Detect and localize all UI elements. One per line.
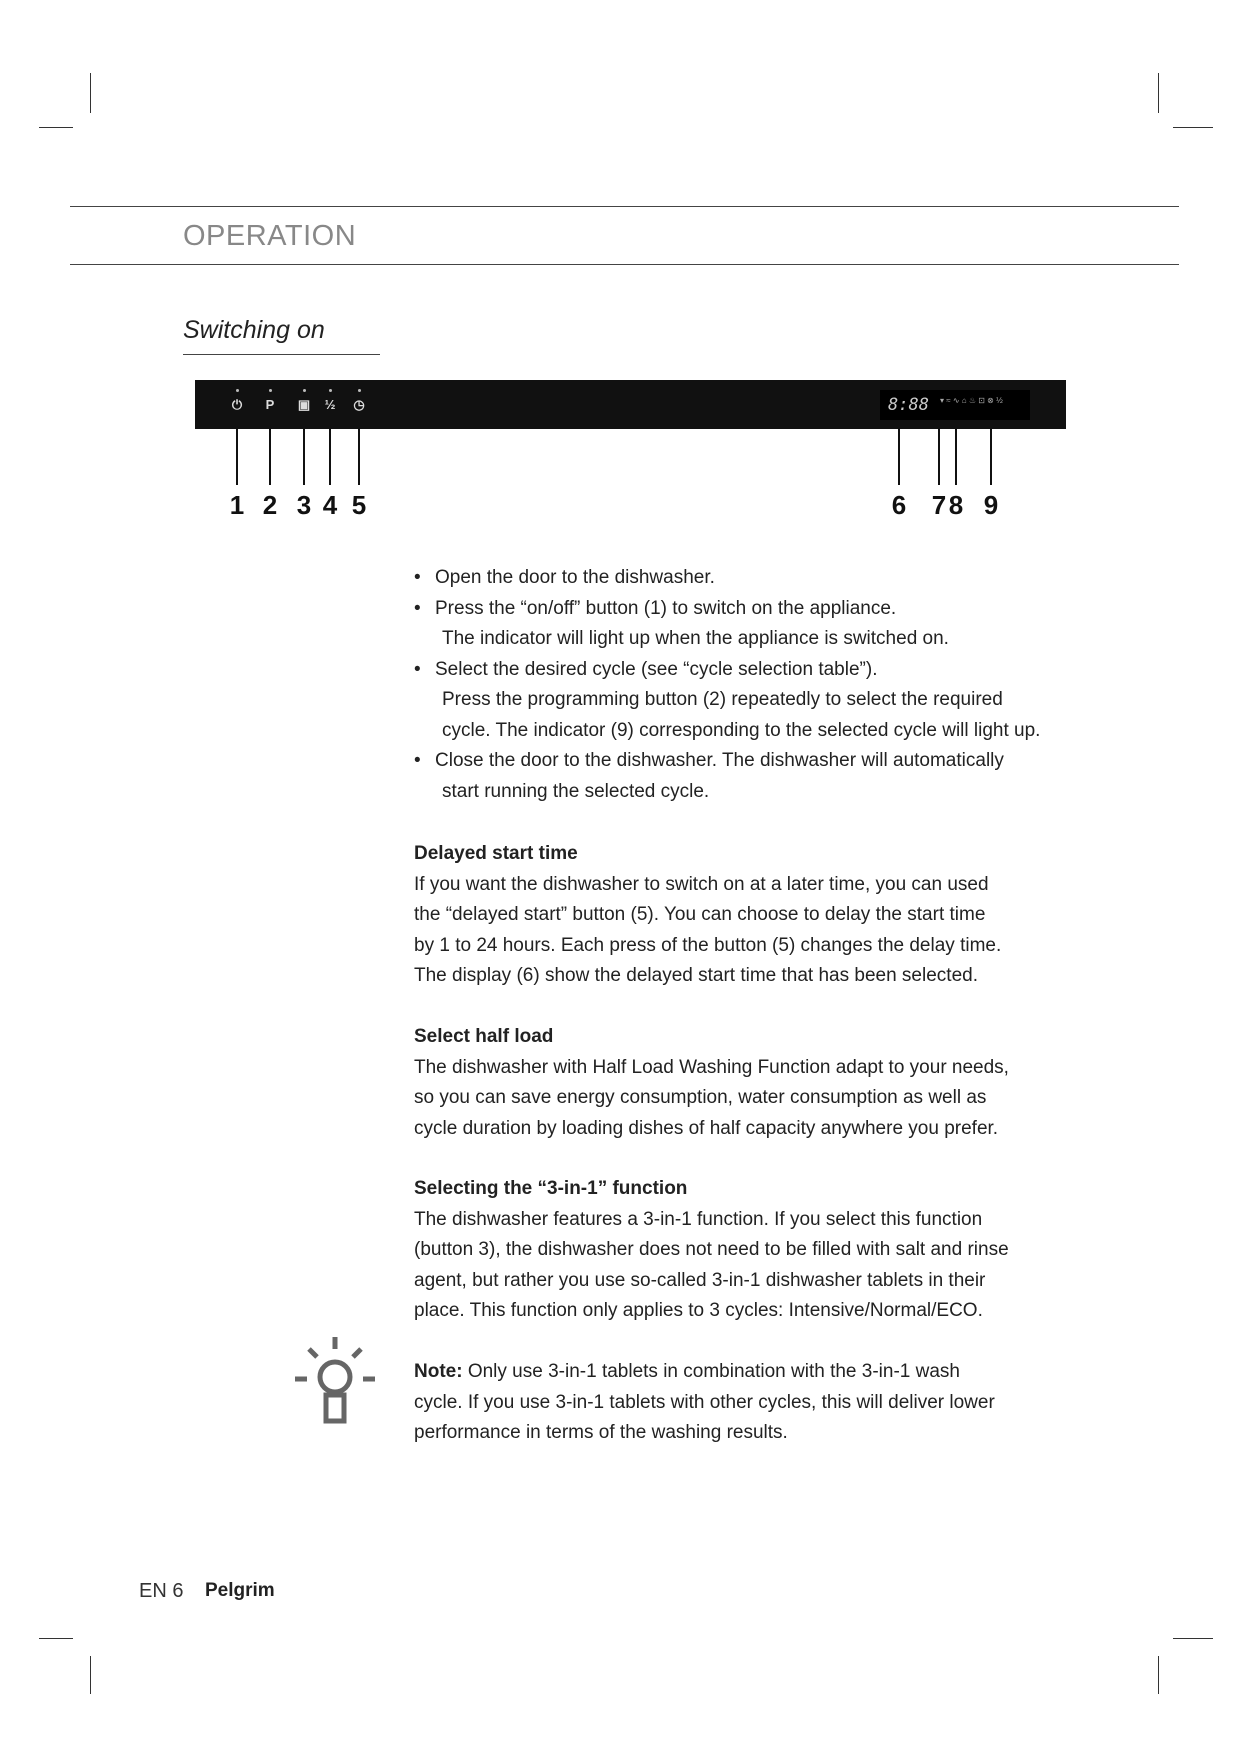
section-block [414,839,1074,992]
callout-number: 9 [983,490,999,520]
crop-mark [90,1656,91,1694]
delay-clock-icon: ◷ [353,397,365,412]
note-label: Note: [414,1361,463,1382]
crop-mark [39,127,73,128]
section-block [414,1022,1074,1144]
section-line: the “delayed start” button (5). You can choose to delay the start time [414,904,986,925]
crop-mark [1173,127,1213,128]
bullet-continuation: Press the programming button (2) repeatedly to select the required [442,689,1003,710]
program-icon: P [265,397,275,412]
bullet-icon: • [414,567,421,588]
bullet-text: Close the door to the dishwasher. The dishwasher will automatically [435,750,1004,771]
crop-mark [39,1638,73,1639]
bullet-item [435,563,1095,594]
indicator-led [236,389,239,392]
indicator-led [329,389,332,392]
section-line: so you can save energy consumption, water consumption as well as [414,1087,987,1108]
bullet-continuation: start running the selected cycle. [442,780,710,802]
section-block [414,1174,1074,1327]
callout-number: 3 [296,490,312,520]
header-rule-bottom [70,264,1179,265]
note-line: cycle. If you use 3-in-1 tablets with other cycles, this will deliver lower [414,1391,995,1413]
callout-line [358,429,360,485]
control-panel-diagram [195,380,1066,429]
bullet-icon: • [414,597,421,619]
section-line: cycle duration by loading dishes of half capacity anywhere you prefer. [414,1117,999,1139]
section-line: (button 3), the dishwasher does not need to be filled with salt and rinse [414,1239,1009,1260]
bullet-text: Select the desired cycle (see “cycle selection table”). [435,658,878,680]
callout-number: 8 [948,490,964,520]
section-heading: Selecting the “3-in-1” function [414,1178,688,1199]
callout-line [329,429,331,485]
crop-mark [1158,73,1159,113]
brand-logo: Pelgrim [205,1580,275,1601]
callout-number: 5 [351,490,367,520]
section-line: The display (6) show the delayed start time that has been selected. [414,965,978,986]
indicator-led [303,389,306,392]
section-line: The dishwasher features a 3-in-1 function. If you select this function [414,1208,983,1230]
bullet-item [435,594,1095,655]
callout-number: 1 [229,490,245,520]
bullet-continuation: The indicator will light up when the appliance is switched on. [442,628,949,649]
callout-line [236,429,238,485]
subtitle-underline [183,354,380,355]
note-line: Only use 3-in-1 tablets in combination with the 3-in-1 wash [462,1361,960,1382]
crop-mark [90,73,91,113]
callout-line [898,429,900,485]
crop-mark [1158,1656,1159,1694]
note-paragraph [414,1357,1074,1449]
header-rule-top [70,206,1179,207]
crop-mark [1173,1638,1213,1639]
callout-number: 6 [891,490,907,520]
bullet-text: Press the “on/off” button (1) to switch on the appliance. [435,597,897,619]
half-load-icon: ½ [324,397,336,412]
3in1-icon: ▣ [297,397,311,412]
callout-number: 7 [931,490,947,520]
callout-line [303,429,305,485]
callout-number: 2 [262,490,278,520]
callout-line [990,429,992,485]
note-line: performance in terms of the washing results. [414,1422,788,1443]
display-6 [880,390,1030,420]
section-line: The dishwasher with Half Load Washing Function adapt to your needs, [414,1056,1009,1078]
section-line: If you want the dishwasher to switch on at a later time, you can used [414,873,989,895]
display-time: 8:88 [888,395,929,415]
bullet-icon: • [414,750,421,771]
bullet-item [435,746,1095,807]
bullet-continuation: cycle. The indicator (9) corresponding to the selected cycle will light up. [442,719,1041,741]
bullet-text: Open the door to the dishwasher. [435,567,715,588]
lightbulb-tip-icon [293,1337,378,1429]
bullet-icon: • [414,658,421,680]
page-number: EN 6 [139,1580,184,1602]
section-heading: Delayed start time [414,843,578,864]
indicator-led [269,389,272,392]
section-line: place. This function only applies to 3 cycles: Intensive/Normal/ECO. [414,1300,983,1321]
subsection-title: Switching on [183,316,325,344]
cycle-indicators: ▾ ≈ ∿ ⌂ ♨ ⊡ ⊗ ½ [940,396,1003,405]
callout-line [955,429,957,485]
section-line: by 1 to 24 hours. Each press of the button (5) changes the delay time. [414,934,1002,956]
bullet-item [435,655,1095,747]
section-line: agent, but rather you use so-called 3-in-1 dishwasher tablets in their [414,1269,986,1291]
section-heading: Select half load [414,1026,554,1047]
section-title: OPERATION [183,220,357,252]
callout-line [938,429,940,485]
callout-number: 4 [322,490,338,520]
indicator-led [358,389,361,392]
power-icon: ⏻ [231,397,243,412]
callout-line [269,429,271,485]
